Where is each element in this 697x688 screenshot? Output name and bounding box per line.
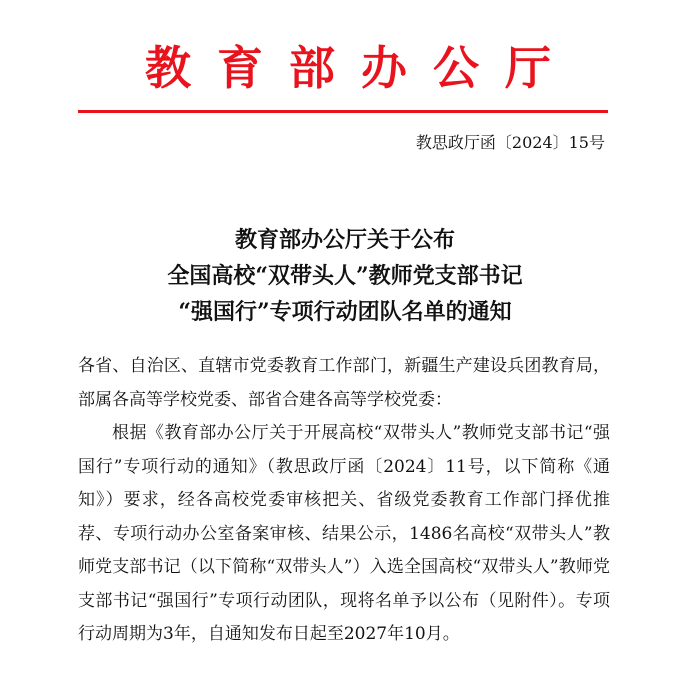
body-paragraph: 根据《教育部办公厅关于开展高校“双带头人”教师党支部书记“强国行”专项行动的通知》（教思政厅函〔2024〕11号，以下简称《通知》）要求，经各高校党委审核把关、省级党委教育工作部门择优推荐、专项行动办公室备案审核、结果公示，1486名高校“双带头人”教师党支部书记（以下简称“双带头人”）入选全国高校“双带头人”教师党支部书记“强国行”专项行动团队，现将名单予以公布（见附件）。专项行动周期为3年，自通知发布日起至2027年10月。	[78, 423, 610, 644]
issuer-masthead: 教育部办公厅	[145, 41, 577, 95]
notice-title	[60, 222, 630, 330]
title-line: “强国行”专项行动团队名单的通知	[178, 299, 512, 325]
document-number: 教思政厅函〔2024〕15号	[415, 133, 605, 152]
salutation: 各省、自治区、直辖市党委教育工作部门，新疆生产建设兵团教育局，部属各高等学校党委、部省合建各高等学校党委：	[78, 356, 610, 410]
title-line: 教育部办公厅关于公布	[234, 227, 455, 253]
title-line: 全国高校“双带头人”教师党支部书记	[167, 263, 523, 289]
notice-body	[78, 350, 610, 652]
red-header-rule	[78, 110, 608, 113]
